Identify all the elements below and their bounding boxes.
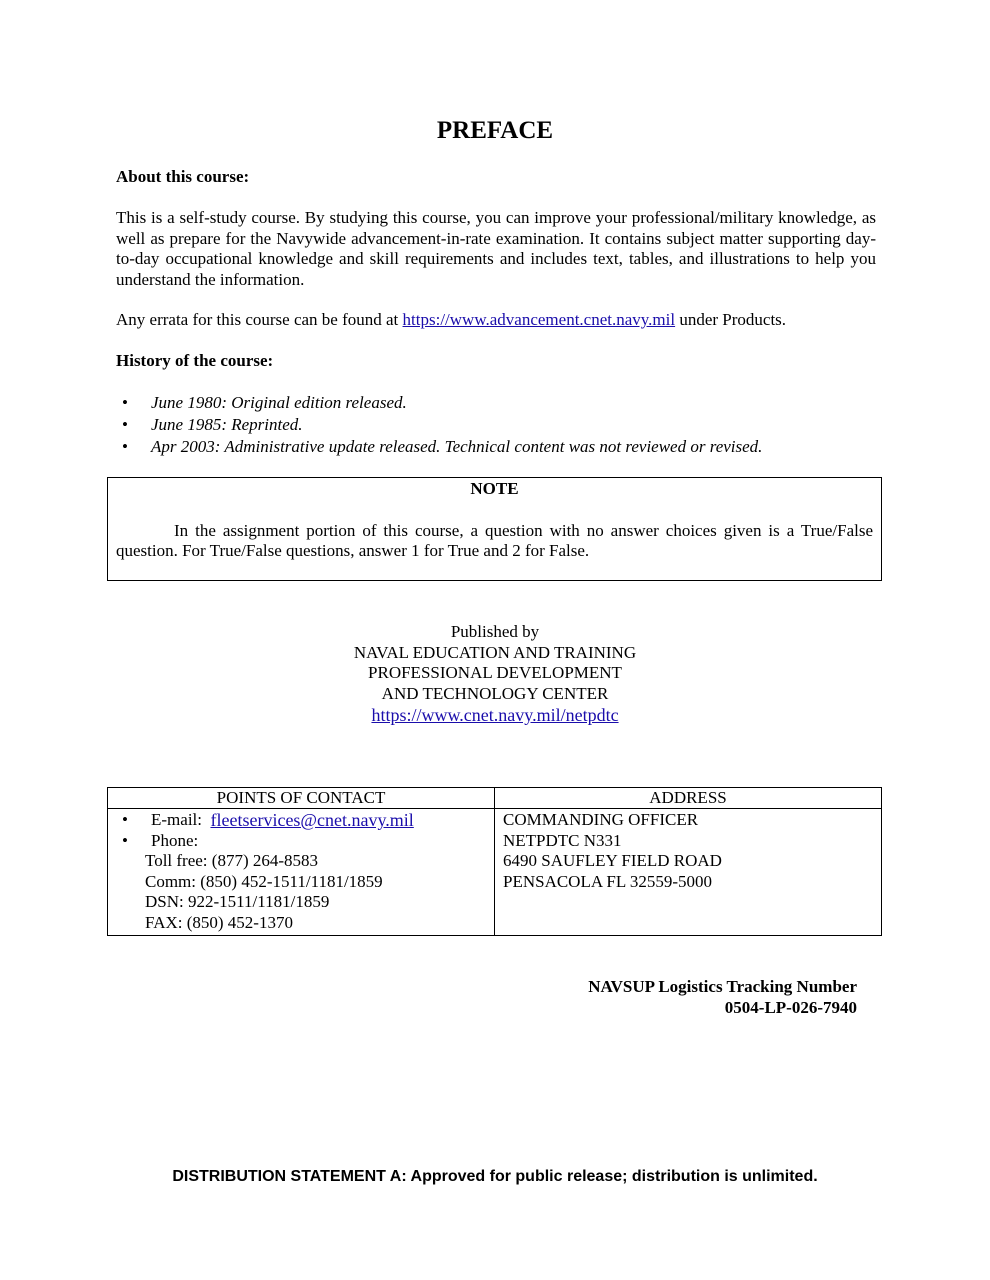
list-item xyxy=(116,436,876,458)
about-paragraph: This is a self-study course. By studying this course, you can improve your professional/military knowledge, as well as prepare for the Navywide advancement-in-rate examination. It contains subject matter supporting day-to-day occupational knowledge and skill requirements and includes text, tables, and illustrations to help you understand the information. xyxy=(116,208,876,289)
phone-dsn: DSN: 922-1511/1181/1859 xyxy=(145,892,330,911)
list-item xyxy=(116,392,876,414)
phone-label: Phone: xyxy=(151,830,199,850)
note-box xyxy=(107,477,882,581)
note-body: In the assignment portion of this course, a question with no answer choices given is a True/False question. For True/False questions, answer 1 for True and 2 for False. xyxy=(116,520,873,560)
bullet-icon: • xyxy=(122,436,128,456)
email-label: E-mail: xyxy=(151,810,211,829)
email-link[interactable]: fleetservices@cnet.navy.mil xyxy=(210,810,414,830)
distribution-statement: DISTRIBUTION STATEMENT A: Approved for public release; distribution is unlimited. xyxy=(172,1168,818,1185)
bullet-icon: • xyxy=(122,810,128,829)
contact-cell xyxy=(108,809,495,936)
phone-fax: FAX: (850) 452-1370 xyxy=(145,912,293,932)
address-header: ADDRESS xyxy=(495,788,882,809)
tracking-block xyxy=(588,977,857,1018)
phone-comm: Comm: (850) 452-1511/1181/1859 xyxy=(145,871,383,891)
contact-header: POINTS OF CONTACT xyxy=(108,788,495,809)
errata-prefix: Any errata for this course can be found at xyxy=(116,310,403,329)
page-title: PREFACE xyxy=(436,117,554,144)
publisher-line-3: PROFESSIONAL DEVELOPMENT xyxy=(368,663,622,682)
list-item xyxy=(116,414,876,436)
email-item xyxy=(116,810,486,831)
address-line-3: 6490 SAUFLEY FIELD ROAD xyxy=(503,851,722,870)
phone-item xyxy=(116,831,486,852)
address-cell xyxy=(495,809,882,936)
address-line-2: NETPDTC N331 xyxy=(503,830,622,850)
bullet-icon: • xyxy=(122,392,128,412)
address-line-4: PENSACOLA FL 32559-5000 xyxy=(503,871,713,891)
bullet-icon: • xyxy=(122,830,128,850)
bullet-icon: • xyxy=(122,414,128,434)
history-item-2: June 1985: Reprinted. xyxy=(151,414,303,434)
publisher-line-2: NAVAL EDUCATION AND TRAINING xyxy=(353,642,637,662)
publisher-block xyxy=(0,622,990,726)
address-line-1: COMMANDING OFFICER xyxy=(503,810,699,829)
errata-line xyxy=(116,310,876,331)
about-heading: About this course: xyxy=(116,167,250,186)
history-item-3: Apr 2003: Administrative update released. Technical content was not reviewed or revised. xyxy=(151,436,763,456)
publisher-line-1: Published by xyxy=(450,622,540,641)
phone-toll-free: Toll free: (877) 264-8583 xyxy=(145,851,319,870)
tracking-number: 0504-LP-026-7940 xyxy=(724,997,857,1017)
contact-table xyxy=(107,787,882,936)
errata-suffix: under Products. xyxy=(675,310,787,329)
errata-link[interactable]: https://www.advancement.cnet.navy.mil xyxy=(402,310,676,329)
tracking-label: NAVSUP Logistics Tracking Number xyxy=(588,977,857,996)
note-title: NOTE xyxy=(470,479,519,498)
history-heading: History of the course: xyxy=(116,351,274,370)
publisher-line-4: AND TECHNOLOGY CENTER xyxy=(381,683,609,703)
publisher-link[interactable]: https://www.cnet.navy.mil/netpdtc xyxy=(371,705,619,725)
history-item-1: June 1980: Original edition released. xyxy=(151,392,407,412)
history-list xyxy=(116,392,876,458)
